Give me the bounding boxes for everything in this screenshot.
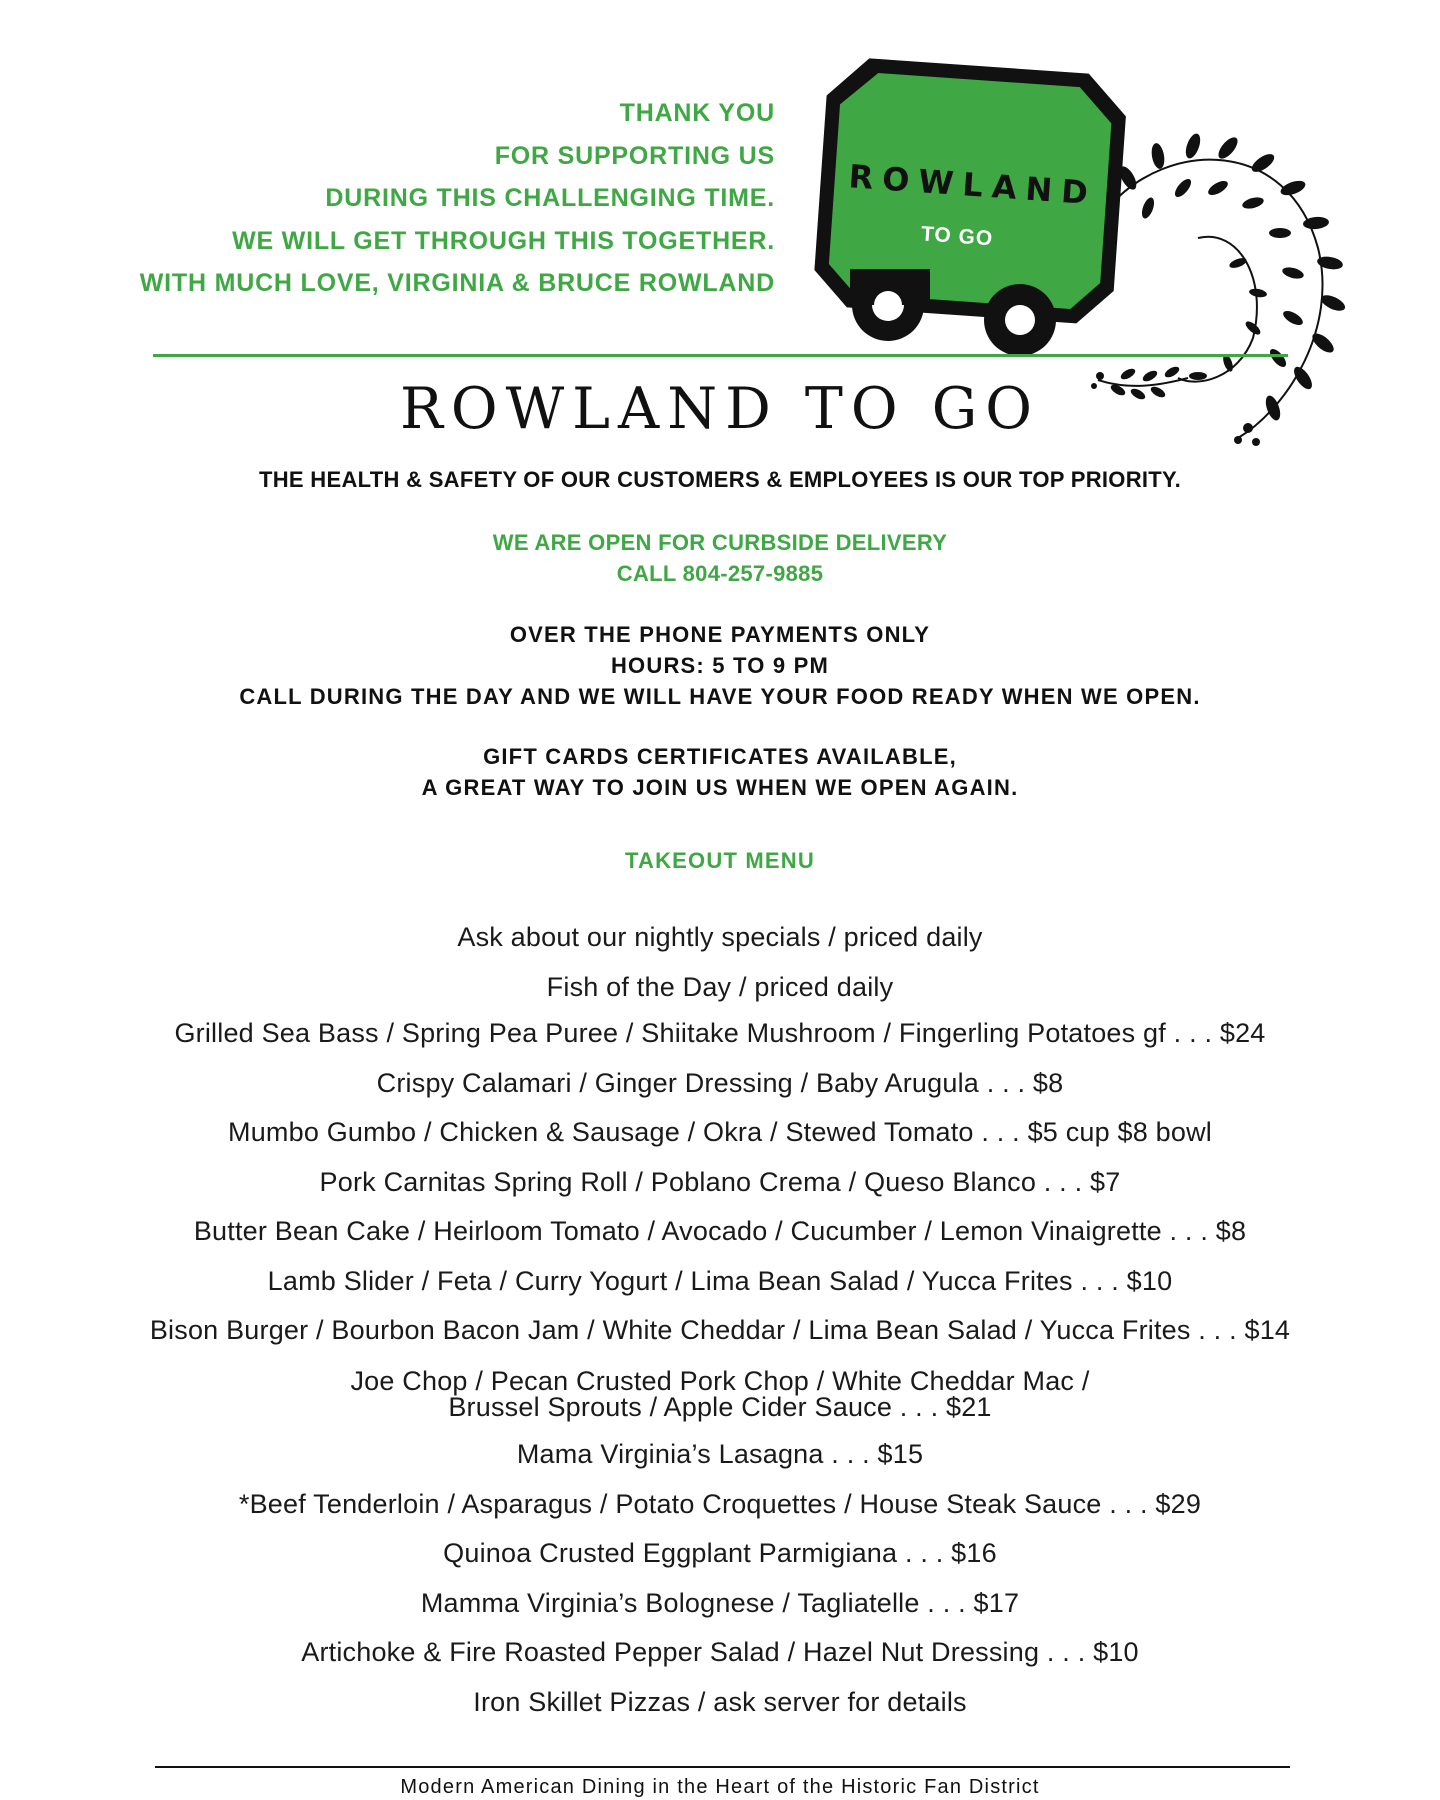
menu-item: Bison Burger / Bourbon Bacon Jam / White Cheddar / Lima Bean Salad / Yucca Frites . . . $14 — [149, 1315, 1291, 1345]
gift-card-line: GIFT CARDS CERTIFICATES AVAILABLE, — [483, 744, 957, 769]
menu-item: Mama Virginia’s Lasagna . . . $15 — [516, 1439, 924, 1469]
gift-card-line: A GREAT WAY TO JOIN US WHEN WE OPEN AGAIN. — [421, 775, 1019, 800]
menu-item: Grilled Sea Bass / Spring Pea Puree / Shiitake Mushroom / Fingerling Potatoes gf . . . $24 — [174, 1018, 1266, 1048]
menu-item-continued: Brussel Sprouts / Apple Cider Sauce . . . $21 — [448, 1392, 992, 1422]
thank-you-line: WE WILL GET THROUGH THIS TOGETHER. — [232, 226, 775, 255]
menu-item: Artichoke & Fire Roasted Pepper Salad / Hazel Nut Dressing . . . $10 — [301, 1637, 1139, 1667]
thank-you-line: DURING THIS CHALLENGING TIME. — [325, 184, 775, 212]
thank-you-line: FOR SUPPORTING US — [494, 141, 775, 170]
call-ahead-line: CALL DURING THE DAY AND WE WILL HAVE YOUR FOOD READY WHEN WE OPEN. — [239, 684, 1201, 709]
menu-item: Pork Carnitas Spring Roll / Poblano Crema / Queso Blanco . . . $7 — [319, 1167, 1121, 1197]
menu-item: Lamb Slider / Feta / Curry Yogurt / Lima Bean Salad / Yucca Frites . . . $10 — [267, 1266, 1173, 1296]
menu-item: Fish of the Day / priced daily — [546, 972, 894, 1002]
menu-item: Iron Skillet Pizzas / ask server for details — [473, 1687, 967, 1717]
takeout-menu-heading: TAKEOUT MENU — [625, 848, 815, 873]
menu-item: *Beef Tenderloin / Asparagus / Potato Croquettes / House Steak Sauce . . . $29 — [238, 1489, 1202, 1519]
payments-line: OVER THE PHONE PAYMENTS ONLY — [509, 622, 931, 647]
hours-line: HOURS: 5 TO 9 PM — [610, 653, 830, 678]
menu-item: Joe Chop / Pecan Crusted Pork Chop / White Cheddar Mac / — [350, 1366, 1090, 1396]
thank-you-line: WITH MUCH LOVE, VIRGINIA & BRUCE ROWLAND — [139, 269, 775, 297]
phone-number: CALL 804-257-9885 — [616, 561, 824, 586]
menu-item: Crispy Calamari / Ginger Dressing / Baby Arugula . . . $8 — [376, 1068, 1064, 1098]
logo-subtitle-text: TO GO — [920, 222, 994, 251]
top-divider — [153, 354, 1288, 357]
gift-card-notice — [0, 741, 1440, 803]
menu-item: Mamma Virginia’s Bolognese / Tagliatelle . . . $17 — [420, 1588, 1020, 1618]
payment-hours-notice — [0, 619, 1440, 712]
thank-you-line: THANK YOU — [619, 99, 775, 127]
footer-tagline: Modern American Dining in the Heart of the Historic Fan District — [400, 1776, 1040, 1798]
menu-item: Mumbo Gumbo / Chicken & Sausage / Okra / Stewed Tomato . . . $5 cup $8 bowl — [228, 1117, 1212, 1147]
thank-you-note — [15, 92, 775, 305]
menu-item: Ask about our nightly specials / priced daily — [457, 922, 983, 952]
page-title: ROWLAND TO GO — [399, 376, 1041, 442]
rowland-cart-logo — [800, 45, 1130, 365]
menu-item: Quinoa Crusted Eggplant Parmigiana . . . $16 — [443, 1538, 997, 1568]
curbside-notice — [0, 527, 1440, 589]
menu-item: Butter Bean Cake / Heirloom Tomato / Avocado / Cucumber / Lemon Vinaigrette . . . $8 — [193, 1216, 1247, 1246]
bottom-divider — [155, 1766, 1290, 1768]
curbside-line: WE ARE OPEN FOR CURBSIDE DELIVERY — [492, 530, 948, 555]
priority-statement: THE HEALTH & SAFETY OF OUR CUSTOMERS & EMPLOYEES IS OUR TOP PRIORITY. — [259, 467, 1181, 492]
logo-name-text: ROWLAND — [847, 157, 1099, 213]
